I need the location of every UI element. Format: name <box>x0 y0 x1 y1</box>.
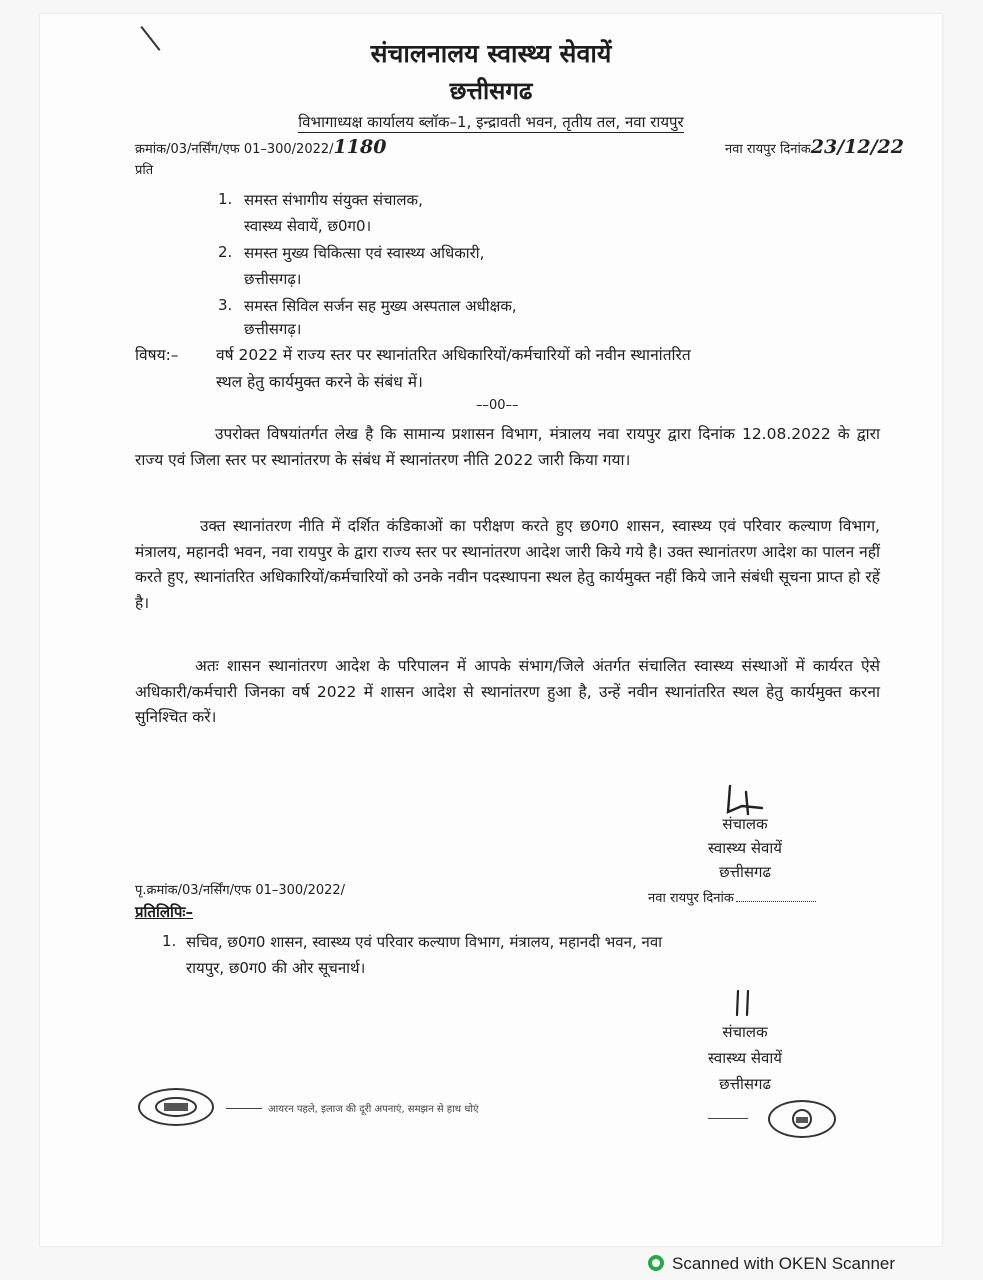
recipient-2-line2: छत्तीसगढ़। <box>244 270 302 288</box>
subject-line-1: वर्ष 2022 में राज्य स्तर पर स्थानांतरित अधिकारियों/कर्मचारियों को नवीन स्थानांतरित <box>216 346 691 364</box>
signatory-department: स्वास्थ्य सेवायें <box>708 839 782 857</box>
copy-reference: पृ.क्रमांक/03/नर्सिंग/एफ 01–300/2022/ <box>135 883 346 898</box>
signatory-state: छत्तीसगढ <box>719 863 771 881</box>
divider-mark: ––00–– <box>476 398 519 413</box>
subject-label: विषय:– <box>135 346 179 364</box>
recipient-2-line1: समस्त मुख्य चिकित्सा एवं स्वास्थ्य अधिकारी, <box>244 244 485 262</box>
paragraph-3: अतः शासन स्थानांतरण आदेश के परिपालन में आपके संभाग/जिले अंतर्गत संचालित स्वास्थ्य संस्थाओं में कार्यरत ऐसे अधिकारी/कर्मचारी जिनका वर्ष 2022 में शासन आदेश से स्थानांतरण हुआ है, उन्हें नवीन स्थानांतरित स्थल हेतु कार्यमुक्त करना सुनिश्चित करें। <box>135 657 880 726</box>
copy-item-num: 1. <box>162 932 177 950</box>
recipient-1-num: 1. <box>218 190 233 208</box>
scanner-watermark: Scanned with OKEN Scanner <box>648 1254 895 1274</box>
letter-date: नवा रायपुर दिनांक23/12/22 <box>724 136 904 158</box>
signatory-2-designation: संचालक <box>722 1023 768 1041</box>
letter-page <box>40 14 942 1246</box>
office-address: विभागाध्यक्ष कार्यालय ब्लॉक–1, इन्द्रावती भवन, तृतीय तल, नवा रायपुर <box>298 113 684 131</box>
signature-mark <box>732 988 756 1018</box>
copy-item-line-2: रायपुर, छ0ग0 की ओर सूचनार्थ। <box>186 959 366 977</box>
handwritten-date: 23/12/22 <box>810 136 904 158</box>
handwritten-number: 1180 <box>333 136 387 158</box>
recipient-3-line2: छत्तीसगढ़। <box>244 320 302 338</box>
recipient-3-num: 3. <box>218 296 233 314</box>
right-emblem-icon <box>768 1100 836 1138</box>
recipient-3-line1: समस्त सिविल सर्जन सह मुख्य अस्पताल अधीक्षक, <box>244 297 517 315</box>
footer-line-left <box>226 1108 262 1109</box>
paragraph-1: उपरोक्त विषयांतर्गत लेख है कि सामान्य प्रशासन विभाग, मंत्रालय नवा रायपुर द्वारा दिनांक 12.08.2022 के द्वारा राज्य एवं जिला स्तर पर स्थानांतरण के संबंध में स्थानांतरण नीति 2022 जारी किया गया। <box>135 425 880 469</box>
recipient-1-line2: स्वास्थ्य सेवायें, छ0ग0। <box>244 217 372 235</box>
left-emblem-icon <box>138 1088 214 1126</box>
copy-heading: प्रतिलिपिः– <box>135 903 193 921</box>
scanner-logo-icon <box>648 1255 664 1271</box>
to-label: प्रति <box>135 163 154 178</box>
paragraph-2: उक्त स्थानांतरण नीति में दर्शित कंडिकाओं का परीक्षण करते हुए छ0ग0 शासन, स्वास्थ्य एवं परिवार कल्याण विभाग, मंत्रालय, महानदी भवन, नवा रायपुर के द्वारा राज्य स्तर पर स्थानांतरण आदेश जारी किये गये है। उक्त स्थानांतरण आदेश का पालन नहीं करते हुए, स्थानांतरित अधिकारियों/कर्मचारियों को उनके नवीन पदस्थापना स्थल हेतु कार्यमुक्त नहीं किये जाने संबंधी सूचना प्राप्त हो रहें है। <box>135 517 880 612</box>
subject-line-2: स्थल हेतु कार्यमुक्त करने के संबंध में। <box>216 373 423 391</box>
reference-number: क्रमांक/03/नर्सिंग/एफ 01–300/2022/1180 <box>135 136 387 158</box>
recipient-1-line1: समस्त संभागीय संयुक्त संचालक, <box>244 191 423 209</box>
footer-slogan: आयरन पहले, इलाज की दूरी अपनाएं, समझन से हाथ धोएं <box>268 1104 479 1115</box>
copy-item-line-1: सचिव, छ0ग0 शासन, स्वास्थ्य एवं परिवार कल्याण विभाग, मंत्रालय, महानदी भवन, नवा <box>186 933 663 951</box>
recipient-2-num: 2. <box>218 243 233 261</box>
state-title: छत्तीसगढ <box>449 77 533 105</box>
signatory-designation: संचालक <box>722 815 768 833</box>
signatory-2-department: स्वास्थ्य सेवायें <box>708 1049 782 1067</box>
footer-line-right <box>708 1118 748 1119</box>
department-title: संचालनालय स्वास्थ्य सेवायें <box>370 39 612 68</box>
copy-date: नवा रायपुर दिनांक <box>648 888 816 906</box>
signatory-2-state: छत्तीसगढ <box>719 1075 771 1093</box>
